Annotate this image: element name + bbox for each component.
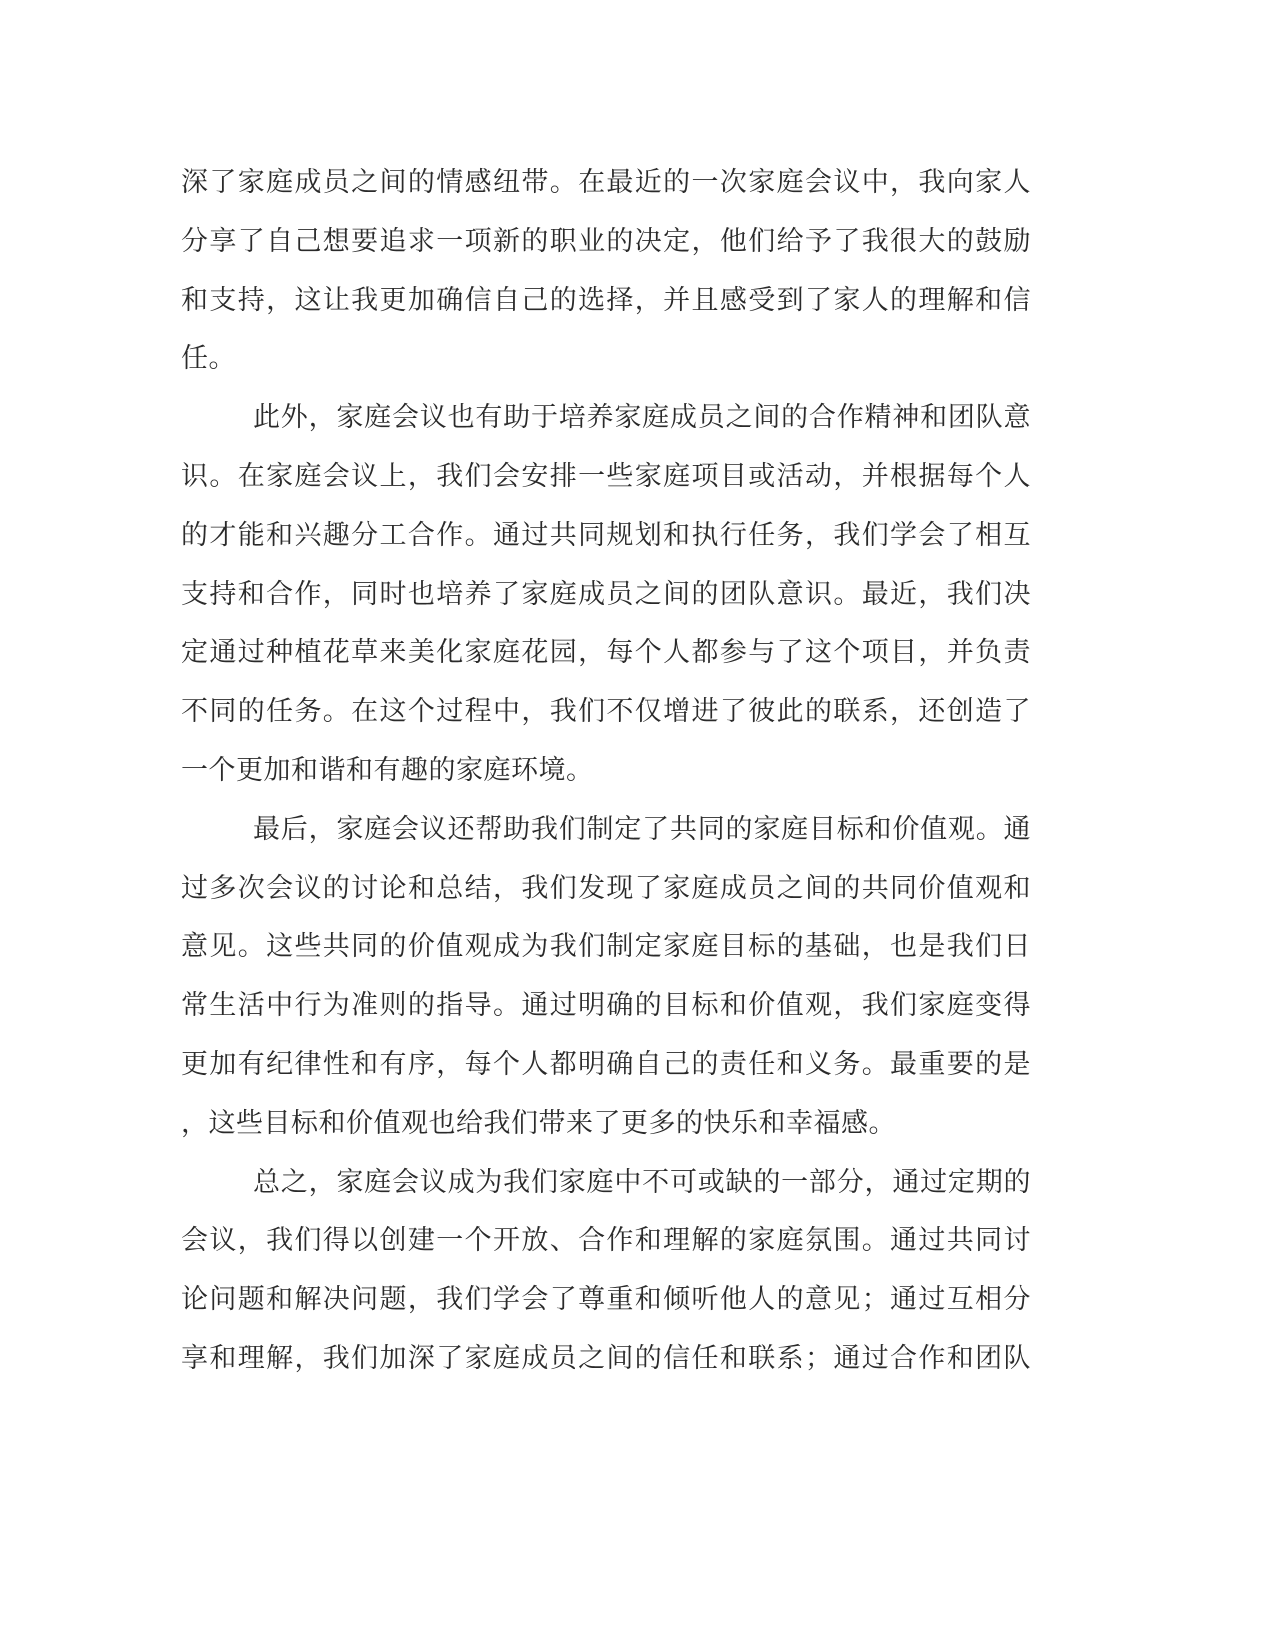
text-line: 总之，家庭会议成为我们家庭中不可或缺的一部分，通过定期的 — [253, 1166, 1031, 1198]
text-line: 过多次会议的讨论和总结，我们发现了家庭成员之间的共同价值观和 — [181, 872, 1031, 904]
text-line: 识。在家庭会议上，我们会安排一些家庭项目或活动，并根据每个人 — [181, 460, 1031, 492]
text-line: 一个更加和谐和有趣的家庭环境。 — [181, 754, 594, 786]
text-line: 支持和合作，同时也培养了家庭成员之间的团队意识。最近，我们决 — [181, 578, 1031, 610]
body-text — [181, 154, 1031, 1389]
text-line: 此外，家庭会议也有助于培养家庭成员之间的合作精神和团队意 — [253, 402, 1031, 434]
text-line: 和支持，这让我更加确信自己的选择，并且感受到了家人的理解和信 — [181, 284, 1031, 316]
text-line: 的才能和兴趣分工合作。通过共同规划和执行任务，我们学会了相互 — [181, 519, 1031, 551]
text-line: 定通过种植花草来美化家庭花园，每个人都参与了这个项目，并负责 — [181, 637, 1031, 669]
text-line: 论问题和解决问题，我们学会了尊重和倾听他人的意见；通过互相分 — [181, 1284, 1031, 1316]
text-line: 意见。这些共同的价值观成为我们制定家庭目标的基础，也是我们日 — [181, 931, 1031, 963]
text-line: 不同的任务。在这个过程中，我们不仅增进了彼此的联系，还创造了 — [181, 696, 1031, 728]
text-line: ，这些目标和价值观也给我们带来了更多的快乐和幸福感。 — [181, 1107, 896, 1139]
text-line: 会议，我们得以创建一个开放、合作和理解的家庭氛围。通过共同讨 — [181, 1225, 1031, 1257]
text-line: 任。 — [181, 343, 236, 375]
text-line: 常生活中行为准则的指导。通过明确的目标和价值观，我们家庭变得 — [181, 990, 1031, 1022]
text-line: 享和理解，我们加深了家庭成员之间的信任和联系；通过合作和团队 — [181, 1342, 1031, 1374]
text-line: 最后，家庭会议还帮助我们制定了共同的家庭目标和价值观。通 — [253, 813, 1031, 845]
text-line: 深了家庭成员之间的情感纽带。在最近的一次家庭会议中，我向家人 — [181, 167, 1031, 198]
text-line: 更加有纪律性和有序，每个人都明确自己的责任和义务。最重要的是 — [181, 1048, 1031, 1080]
text-line: 分享了自己想要追求一项新的职业的决定，他们给予了我很大的鼓励 — [181, 225, 1031, 257]
